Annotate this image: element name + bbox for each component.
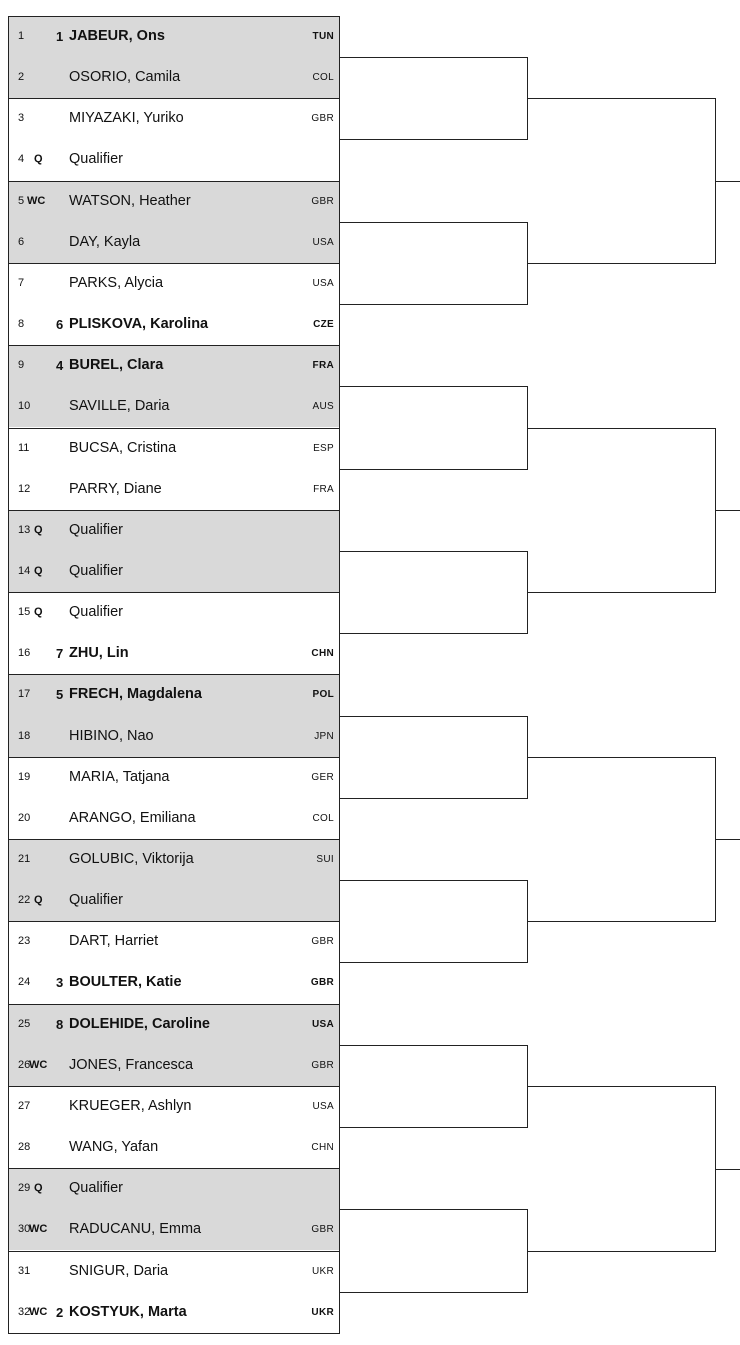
draw-position: 1 bbox=[18, 30, 25, 42]
draw-entry-row bbox=[8, 1209, 339, 1250]
qualifier-badge: Q bbox=[34, 1182, 43, 1195]
match-separator bbox=[8, 674, 340, 675]
country-code: UKR bbox=[311, 1265, 334, 1277]
seed-number: 3 bbox=[56, 975, 64, 991]
bracket-line bbox=[339, 798, 527, 799]
bracket-line bbox=[339, 469, 527, 470]
player-name[interactable]: HIBINO, Nao bbox=[69, 727, 154, 744]
draw-entry-row bbox=[8, 263, 339, 304]
match-separator bbox=[8, 263, 340, 264]
bracket-line bbox=[339, 880, 527, 881]
player-name[interactable]: PLISKOVA, Karolina bbox=[69, 316, 209, 333]
bracket-line bbox=[527, 98, 715, 99]
player-name[interactable]: KOSTYUK, Marta bbox=[69, 1303, 187, 1320]
draw-position: 15 bbox=[18, 606, 31, 619]
country-code: FRA bbox=[312, 360, 334, 372]
player-name[interactable]: ARANGO, Emiliana bbox=[69, 809, 196, 826]
bracket-line bbox=[715, 1169, 740, 1170]
bracket-line bbox=[339, 1292, 527, 1293]
bracket-line bbox=[339, 57, 527, 58]
seed-number: 7 bbox=[56, 646, 64, 662]
player-name[interactable]: SNIGUR, Daria bbox=[69, 1262, 169, 1279]
bracket-line bbox=[339, 551, 527, 552]
qualifier-badge: Q bbox=[34, 564, 43, 577]
table-border-top bbox=[8, 16, 340, 17]
draw-position: 19 bbox=[18, 770, 31, 783]
bracket-line bbox=[339, 1209, 527, 1210]
draw-entry-row bbox=[8, 1292, 339, 1333]
draw-position: 28 bbox=[18, 1141, 31, 1154]
player-name[interactable]: JABEUR, Ons bbox=[69, 28, 165, 44]
draw-position: 17 bbox=[18, 688, 31, 701]
player-name[interactable]: MARIA, Tatjana bbox=[69, 768, 170, 785]
match-separator bbox=[8, 1333, 340, 1334]
draw-entry-row bbox=[8, 304, 339, 345]
draw-position: 10 bbox=[18, 400, 31, 413]
country-code: SUI bbox=[316, 854, 334, 865]
match-separator bbox=[8, 839, 340, 840]
player-name[interactable]: GOLUBIC, Viktorija bbox=[69, 851, 194, 867]
wildcard-badge: WC bbox=[29, 1305, 48, 1318]
draw-entry-row bbox=[8, 551, 339, 592]
country-code: COL bbox=[312, 812, 334, 824]
seed-number: 2 bbox=[56, 1304, 64, 1320]
seed-number: 5 bbox=[56, 687, 64, 703]
qualifier-badge: Q bbox=[34, 523, 43, 536]
draw-position: 2 bbox=[18, 71, 25, 84]
draw-position: 26 bbox=[18, 1058, 31, 1071]
draw-entry-row bbox=[8, 57, 339, 98]
country-code: GBR bbox=[310, 977, 334, 989]
draw-position: 31 bbox=[18, 1264, 31, 1277]
match-separator bbox=[8, 921, 340, 922]
draw-entry-row bbox=[8, 139, 339, 180]
bracket-line bbox=[527, 921, 715, 922]
draw-entry-row bbox=[8, 510, 339, 551]
country-code: USA bbox=[312, 236, 334, 248]
draw-position: 9 bbox=[18, 359, 25, 372]
player-name[interactable]: RADUCANU, Emma bbox=[69, 1221, 202, 1238]
bracket-line bbox=[527, 263, 715, 264]
country-code: CZE bbox=[313, 319, 334, 331]
bracket-line bbox=[527, 1086, 715, 1087]
bracket-line bbox=[339, 304, 527, 305]
draw-position: 32 bbox=[18, 1305, 31, 1318]
player-name[interactable]: JONES, Francesca bbox=[69, 1056, 194, 1073]
bracket-line bbox=[339, 139, 527, 140]
bracket-line bbox=[527, 757, 715, 758]
draw-position: 4 bbox=[18, 153, 25, 166]
bracket-line bbox=[527, 592, 715, 593]
draw-entry-row bbox=[8, 716, 339, 757]
player-name[interactable]: Qualifier bbox=[69, 604, 123, 621]
draw-entry-row bbox=[8, 633, 339, 674]
draw-position: 7 bbox=[18, 276, 25, 289]
seed-number: 4 bbox=[56, 358, 64, 374]
wildcard-badge: WC bbox=[29, 1058, 48, 1071]
draw-position: 27 bbox=[18, 1099, 31, 1112]
player-name[interactable]: FRECH, Magdalena bbox=[69, 686, 202, 703]
draw-position: 6 bbox=[18, 235, 25, 248]
bracket-line bbox=[339, 633, 527, 634]
draw-entry-row bbox=[8, 798, 339, 839]
draw-entry-row bbox=[8, 757, 339, 798]
draw-position: 29 bbox=[18, 1182, 31, 1195]
draw-entry-row bbox=[8, 428, 339, 469]
country-code: COL bbox=[312, 72, 334, 84]
bracket-line bbox=[339, 222, 527, 223]
country-code: CHN bbox=[311, 1142, 334, 1154]
player-name[interactable]: DART, Harriet bbox=[69, 933, 159, 950]
match-separator bbox=[8, 1251, 340, 1252]
seed-number: 1 bbox=[56, 29, 64, 44]
draw-position: 14 bbox=[18, 564, 31, 577]
qualifier-badge: Q bbox=[34, 153, 43, 166]
player-name[interactable]: BUREL, Clara bbox=[69, 357, 164, 374]
country-code: GBR bbox=[311, 195, 334, 207]
player-name[interactable]: WATSON, Heather bbox=[69, 192, 191, 209]
player-name[interactable]: MIYAZAKI, Yuriko bbox=[69, 110, 184, 127]
match-separator bbox=[8, 592, 340, 593]
seed-number: 8 bbox=[56, 1016, 64, 1032]
match-separator bbox=[8, 1086, 340, 1087]
draw-entry-row bbox=[8, 98, 339, 139]
bracket-line bbox=[339, 716, 527, 717]
country-code: GER bbox=[311, 771, 334, 783]
draw-position: 8 bbox=[18, 318, 25, 331]
bracket-line bbox=[339, 962, 527, 963]
match-separator bbox=[8, 428, 340, 429]
bracket-line bbox=[339, 1045, 527, 1046]
player-name[interactable]: Qualifier bbox=[69, 892, 123, 909]
country-code: ESP bbox=[313, 442, 334, 454]
player-name[interactable]: Qualifier bbox=[69, 1180, 123, 1197]
player-name[interactable]: KRUEGER, Ashlyn bbox=[69, 1097, 192, 1114]
draw-entry-row bbox=[8, 962, 339, 1003]
player-name[interactable]: PARRY, Diane bbox=[69, 480, 162, 497]
draw-position: 24 bbox=[18, 976, 31, 989]
draw-entry-row bbox=[8, 1251, 339, 1292]
draw-entry-row bbox=[8, 181, 339, 222]
draw-position: 11 bbox=[18, 441, 30, 454]
qualifier-badge: Q bbox=[34, 894, 43, 907]
seed-number: 6 bbox=[56, 317, 64, 333]
draw-position: 25 bbox=[18, 1017, 31, 1030]
country-code: UKR bbox=[311, 1306, 334, 1318]
player-name[interactable]: Qualifier bbox=[69, 151, 123, 168]
player-name[interactable]: DOLEHIDE, Caroline bbox=[69, 1015, 210, 1032]
draw-entry-row bbox=[8, 1086, 339, 1127]
match-separator bbox=[8, 98, 340, 99]
draw-entry-row bbox=[8, 592, 339, 633]
player-name[interactable]: BUCSA, Cristina bbox=[69, 439, 177, 456]
bracket-line bbox=[527, 428, 715, 429]
draw-position: 16 bbox=[18, 647, 31, 660]
player-name[interactable]: DAY, Kayla bbox=[69, 233, 141, 250]
player-name[interactable]: Qualifier bbox=[69, 562, 123, 579]
country-code: POL bbox=[312, 689, 334, 701]
qualifier-badge: Q bbox=[34, 606, 43, 619]
draw-position: 5 bbox=[18, 194, 25, 207]
player-name[interactable]: Qualifier bbox=[69, 521, 123, 538]
country-code: CHN bbox=[311, 648, 334, 660]
player-name[interactable]: BOULTER, Katie bbox=[69, 974, 182, 991]
bracket-line bbox=[527, 1251, 715, 1252]
draw-position: 3 bbox=[18, 112, 25, 125]
country-code: AUS bbox=[312, 401, 334, 413]
match-separator bbox=[8, 345, 340, 346]
draw-position: 18 bbox=[18, 729, 31, 742]
bracket-line bbox=[715, 839, 740, 840]
country-code: GBR bbox=[311, 113, 334, 125]
draw-entry-row bbox=[8, 1168, 339, 1209]
country-code: JPN bbox=[314, 730, 334, 742]
bracket-line bbox=[339, 386, 527, 387]
draw-position: 20 bbox=[18, 811, 31, 824]
player-name[interactable]: SAVILLE, Daria bbox=[69, 398, 170, 415]
draw-position: 23 bbox=[18, 935, 31, 948]
draw-entry-row bbox=[8, 386, 339, 427]
draw-position: 13 bbox=[18, 523, 31, 536]
draw-position: 12 bbox=[18, 482, 31, 495]
country-code: GBR bbox=[311, 936, 334, 948]
wildcard-badge: WC bbox=[27, 194, 46, 207]
match-separator bbox=[8, 757, 340, 758]
country-code: USA bbox=[312, 1100, 334, 1112]
draw-entry-row bbox=[8, 1004, 339, 1045]
player-name[interactable]: ZHU, Lin bbox=[69, 645, 129, 662]
draw-position: 30 bbox=[18, 1223, 31, 1236]
bracket-line bbox=[715, 510, 740, 511]
player-name[interactable]: WANG, Yafan bbox=[69, 1139, 159, 1156]
draw-entry-row bbox=[8, 16, 339, 57]
country-code: USA bbox=[311, 1018, 334, 1030]
draw-entry-row bbox=[8, 469, 339, 510]
draw-position: 21 bbox=[18, 853, 31, 865]
country-code: TUN bbox=[312, 31, 334, 42]
player-name[interactable]: OSORIO, Camila bbox=[69, 69, 181, 86]
bracket-line bbox=[715, 181, 740, 182]
country-code: USA bbox=[312, 277, 334, 289]
match-separator bbox=[8, 181, 340, 182]
country-code: FRA bbox=[313, 483, 334, 495]
draw-entry-row bbox=[8, 222, 339, 263]
wildcard-badge: WC bbox=[29, 1223, 48, 1236]
draw-entry-row bbox=[8, 1045, 339, 1086]
draw-entry-row bbox=[8, 345, 339, 386]
draw-entry-row bbox=[8, 1127, 339, 1168]
match-separator bbox=[8, 1004, 340, 1005]
draw-position: 22 bbox=[18, 894, 31, 907]
match-separator bbox=[8, 510, 340, 511]
player-name[interactable]: PARKS, Alycia bbox=[69, 274, 164, 291]
draw-entry-row bbox=[8, 880, 339, 921]
country-code: GBR bbox=[311, 1224, 334, 1236]
country-code: GBR bbox=[311, 1059, 334, 1071]
draw-entry-row bbox=[8, 921, 339, 962]
match-separator bbox=[8, 1168, 340, 1169]
draw-entry-row bbox=[8, 839, 339, 880]
bracket-line bbox=[339, 1127, 527, 1128]
draw-entry-row bbox=[8, 674, 339, 715]
